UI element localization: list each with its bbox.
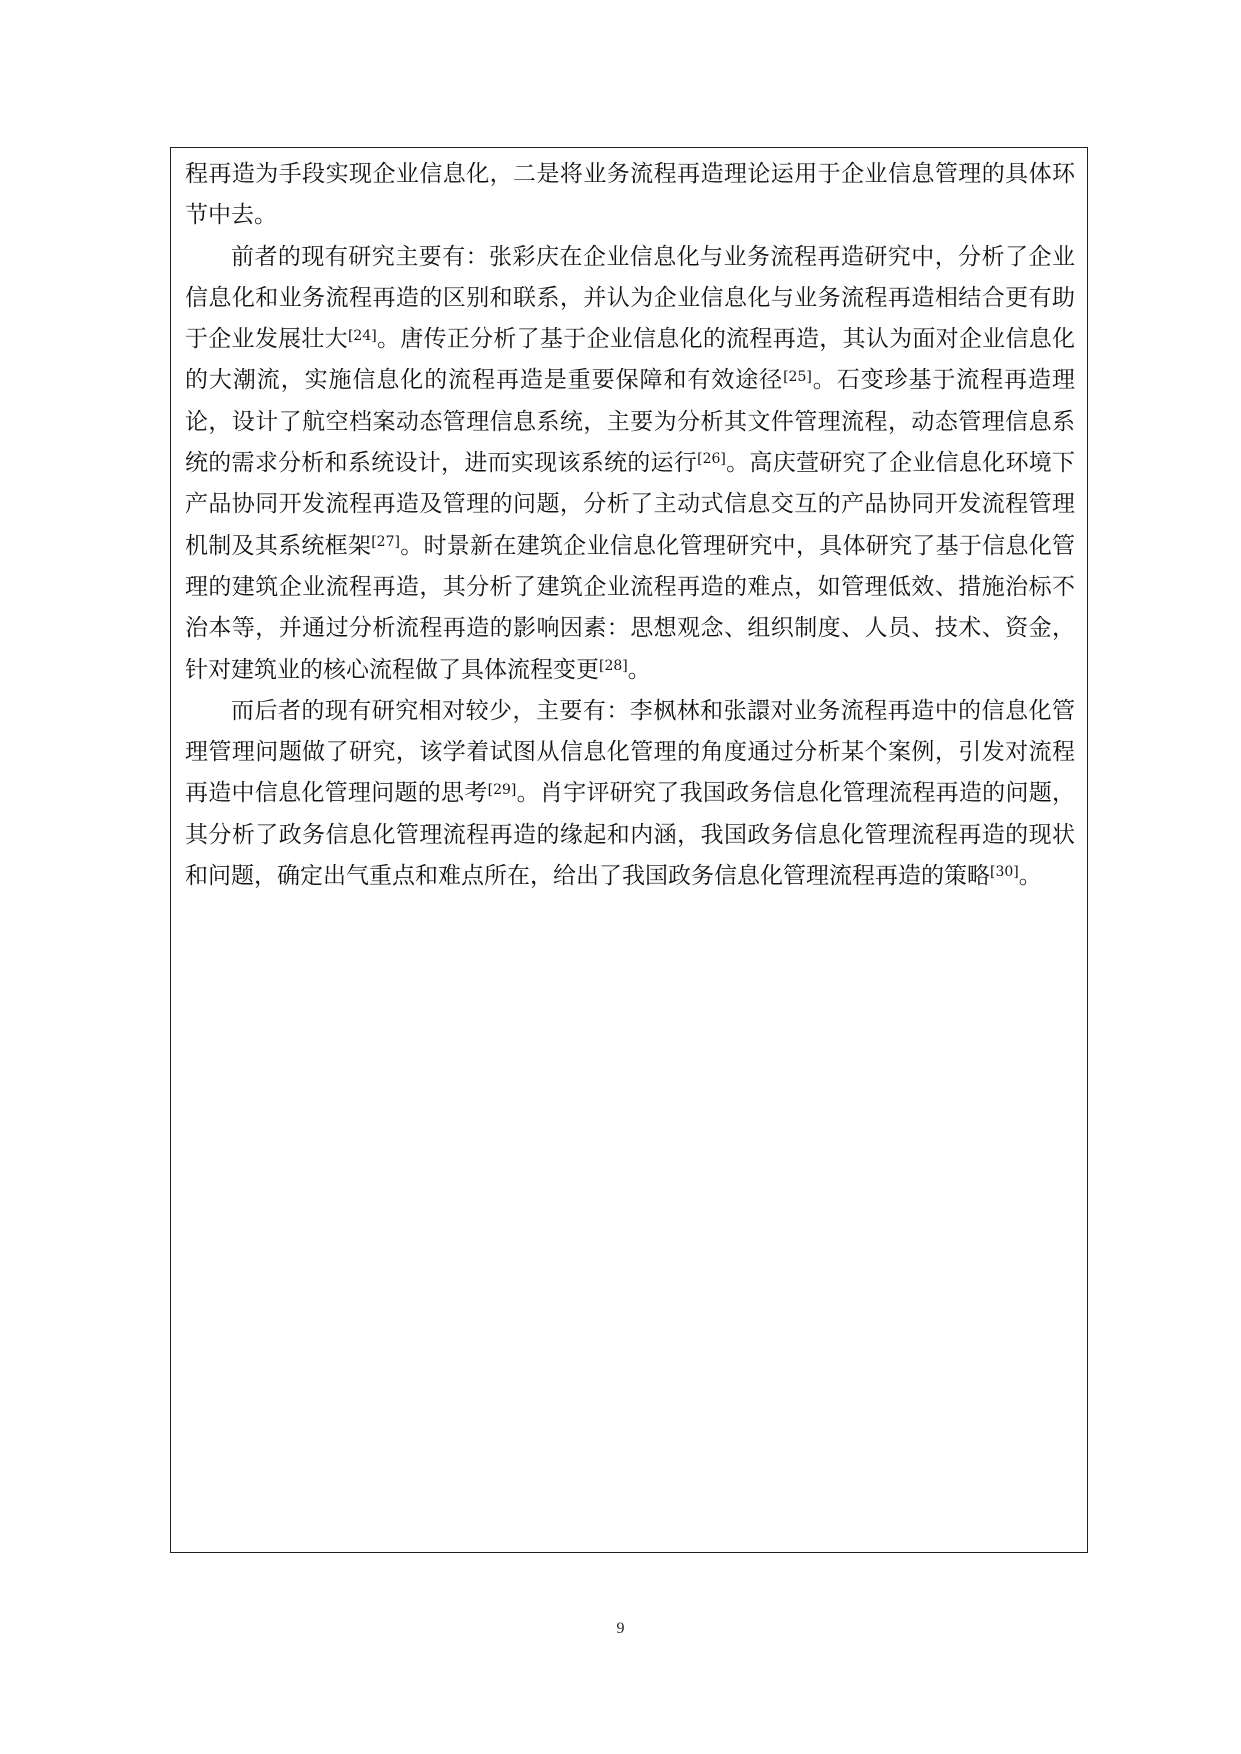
paragraph-2-text: 。高庆萱研究了企业信息化环境下产品协同开发流程再造及管理的问题，分析了主动式信息交互的产品协同开发流程管理机制及其系统框架 [185,450,1076,559]
citation-24: [24] [347,327,377,344]
citation-25: [25] [783,368,812,385]
paragraph-3-text: 。 [1018,863,1042,890]
content-box [170,147,1088,1553]
page-number: 9 [616,1620,625,1637]
paragraph-3 [185,691,1075,897]
paragraph-1 [185,154,1075,237]
paragraph-1-text: 程再造为手段实现企业信息化，二是将业务流程再造理论运用于企业信息管理的具体环节中去。 [185,161,1075,229]
paragraph-3-text: 而后者的现有研究相对较少，主要有：李枫林和张譞对业务流程再造中的信息化管理管理问题做了研究，该学着试图从信息化管理的角度通过分析某个案例，引发对流程再造中信息化管理问题的思考 [185,697,1075,807]
paragraph-2-text: 。石变珍基于流程再造理论，设计了航空档案动态管理信息系统，主要为分析其文件管理流程，动态管理信息系统的需求分析和系统设计，进而实现该系统的运行 [185,367,1076,477]
paragraph-2-text: 。时景新在建筑企业信息化管理研究中，具体研究了基于信息化管理的建筑企业流程再造，其分析了建筑企业流程再造的难点，如管理低效、措施治标不治本等，并通过分析流程再造的影响因素：思想观念、组织制度、人员、技术、资金，针对建筑业的核心流程做了具体流程变更 [185,532,1076,683]
citation-28: [28] [599,657,628,674]
paragraph-2-text: 。唐传正分析了基于企业信息化的流程再造，其认为面对企业信息化的大潮流，实施信息化的流程再造是重要保障和有效途径 [185,326,1076,394]
citation-30: [30] [990,864,1019,881]
paragraph-2-text: 前者的现有研究主要有：张彩庆在企业信息化与业务流程再造研究中，分析了企业信息化和业务流程再造的区别和联系，并认为企业信息化与业务流程再造相结合更有助于企业发展壮大 [185,243,1075,353]
paragraph-2 [185,237,1075,691]
citation-29: [29] [487,781,517,798]
citation-26: [26] [697,451,726,468]
paragraph-2-text: 。 [627,656,651,683]
body-text [185,154,1075,897]
citation-27: [27] [371,534,400,551]
paragraph-3-text: 。肖宇评研究了我国政务信息化管理流程再造的问题，其分析了政务信息化管理流程再造的缘起和内涵，我国政务信息化管理流程再造的现状和问题，确定出气重点和难点所在，给出了我国政务信息化管理流程再造的策略 [185,780,1076,890]
